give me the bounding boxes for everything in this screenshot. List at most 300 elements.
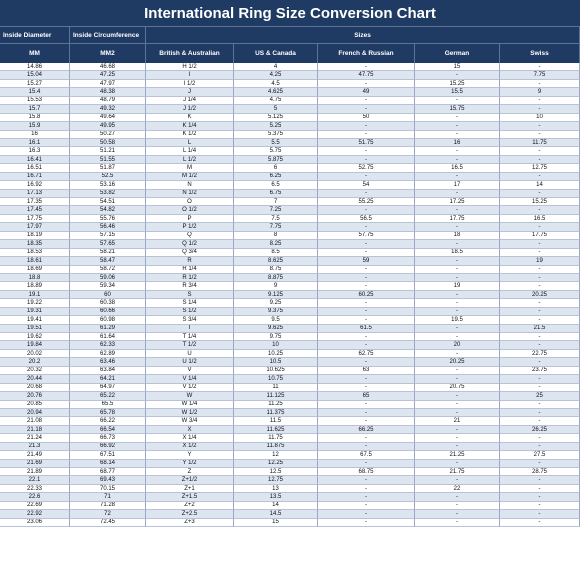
table-row — [0, 88, 580, 96]
cell-mm: 19.41 — [0, 316, 70, 324]
cell-french-russian: - — [318, 97, 415, 105]
table-row — [0, 105, 580, 113]
cell-swiss: 12.75 — [500, 164, 580, 172]
cell-british-australian: K 1/2 — [146, 131, 234, 139]
cell-swiss: - — [500, 510, 580, 518]
table-row — [0, 493, 580, 501]
cell-french-russian: - — [318, 375, 415, 383]
cell-french-russian: 59 — [318, 257, 415, 265]
cell-us-canada: 12.5 — [234, 468, 318, 476]
cell-german: - — [415, 401, 500, 409]
table-row — [0, 392, 580, 400]
cell-british-australian: X 1/2 — [146, 443, 234, 451]
cell-german: 19.5 — [415, 316, 500, 324]
table-row — [0, 131, 580, 139]
table-row — [0, 316, 580, 324]
cell-us-canada: 10.25 — [234, 350, 318, 358]
cell-us-canada: 13.5 — [234, 493, 318, 501]
cell-french-russian: 50 — [318, 114, 415, 122]
cell-swiss: 20.25 — [500, 291, 580, 299]
table-row — [0, 282, 580, 290]
cell-mm: 16.51 — [0, 164, 70, 172]
cell-german: 19 — [415, 282, 500, 290]
cell-mm: 20.02 — [0, 350, 70, 358]
cell-french-russian: - — [318, 434, 415, 442]
cell-mm: 21.89 — [0, 468, 70, 476]
cell-mm: 19.51 — [0, 325, 70, 333]
cell-mm2: 62.33 — [70, 341, 146, 349]
cell-british-australian: L — [146, 139, 234, 147]
cell-mm2: 62.89 — [70, 350, 146, 358]
table-row — [0, 114, 580, 122]
cell-mm2: 58.21 — [70, 249, 146, 257]
cell-mm: 19.1 — [0, 291, 70, 299]
cell-german: 18 — [415, 232, 500, 240]
cell-mm: 18.53 — [0, 249, 70, 257]
size-table-body — [0, 63, 580, 527]
cell-us-canada: 5.5 — [234, 139, 318, 147]
cell-french-russian: - — [318, 80, 415, 88]
cell-french-russian: - — [318, 240, 415, 248]
cell-german: - — [415, 476, 500, 484]
cell-mm2: 49.64 — [70, 114, 146, 122]
table-row — [0, 468, 580, 476]
cell-mm: 22.6 — [0, 493, 70, 501]
cell-mm2: 60 — [70, 291, 146, 299]
cell-mm2: 60.66 — [70, 308, 146, 316]
cell-mm2: 65.22 — [70, 392, 146, 400]
column-header-mm: MM — [0, 43, 70, 63]
cell-mm: 15.7 — [0, 105, 70, 113]
cell-mm: 18.8 — [0, 274, 70, 282]
cell-mm: 21.3 — [0, 443, 70, 451]
cell-us-canada: 5.25 — [234, 122, 318, 130]
cell-mm2: 63.46 — [70, 358, 146, 366]
cell-french-russian: - — [318, 131, 415, 139]
cell-swiss: - — [500, 476, 580, 484]
cell-french-russian: - — [318, 409, 415, 417]
table-row — [0, 274, 580, 282]
cell-mm2: 68.77 — [70, 468, 146, 476]
cell-british-australian: V — [146, 367, 234, 375]
cell-mm2: 71 — [70, 493, 146, 501]
cell-british-australian: N — [146, 181, 234, 189]
cell-mm2: 58.72 — [70, 266, 146, 274]
cell-german: 17.25 — [415, 198, 500, 206]
cell-mm2: 50.27 — [70, 131, 146, 139]
cell-mm: 14.86 — [0, 63, 70, 71]
table-row — [0, 409, 580, 417]
cell-mm2: 46.68 — [70, 63, 146, 71]
cell-german: - — [415, 350, 500, 358]
cell-swiss: 11.75 — [500, 139, 580, 147]
cell-british-australian: T 1/4 — [146, 333, 234, 341]
cell-swiss: - — [500, 266, 580, 274]
cell-french-russian: - — [318, 384, 415, 392]
cell-swiss: - — [500, 282, 580, 290]
cell-german: 17 — [415, 181, 500, 189]
cell-mm: 16.1 — [0, 139, 70, 147]
cell-mm: 16.41 — [0, 156, 70, 164]
cell-british-australian: I 1/2 — [146, 80, 234, 88]
cell-mm2: 65.5 — [70, 401, 146, 409]
cell-french-russian: - — [318, 299, 415, 307]
cell-us-canada: 6.5 — [234, 181, 318, 189]
cell-german: 21 — [415, 417, 500, 425]
cell-mm2: 54.51 — [70, 198, 146, 206]
cell-german: - — [415, 240, 500, 248]
table-row — [0, 257, 580, 265]
cell-french-russian: 65 — [318, 392, 415, 400]
cell-british-australian: Y — [146, 451, 234, 459]
chart-title: International Ring Size Conversion Chart — [0, 0, 580, 26]
cell-mm: 18.19 — [0, 232, 70, 240]
cell-german: - — [415, 206, 500, 214]
cell-swiss: - — [500, 460, 580, 468]
table-row — [0, 215, 580, 223]
cell-mm2: 66.92 — [70, 443, 146, 451]
cell-mm2: 70.15 — [70, 485, 146, 493]
cell-mm2: 64.21 — [70, 375, 146, 383]
inside-circumference-header: Inside Circumference — [70, 26, 146, 43]
cell-us-canada: 12 — [234, 451, 318, 459]
cell-british-australian: S 1/4 — [146, 299, 234, 307]
cell-mm: 17.75 — [0, 215, 70, 223]
cell-swiss: 28.75 — [500, 468, 580, 476]
cell-german: - — [415, 392, 500, 400]
cell-german: 17.75 — [415, 215, 500, 223]
header-row-columns — [0, 43, 580, 63]
cell-french-russian: 61.5 — [318, 325, 415, 333]
cell-mm2: 65.78 — [70, 409, 146, 417]
cell-swiss: - — [500, 502, 580, 510]
cell-german: - — [415, 325, 500, 333]
cell-german: - — [415, 502, 500, 510]
cell-swiss: 22.75 — [500, 350, 580, 358]
cell-mm: 20.94 — [0, 409, 70, 417]
column-header-us-canada: US & Canada — [234, 43, 318, 63]
cell-british-australian: W — [146, 392, 234, 400]
table-row — [0, 206, 580, 214]
cell-french-russian: 63 — [318, 367, 415, 375]
cell-french-russian: - — [318, 122, 415, 130]
cell-french-russian: 67.5 — [318, 451, 415, 459]
cell-us-canada: 10 — [234, 341, 318, 349]
cell-swiss: - — [500, 240, 580, 248]
cell-us-canada: 8.5 — [234, 249, 318, 257]
cell-french-russian: 47.75 — [318, 71, 415, 79]
cell-us-canada: 9.625 — [234, 325, 318, 333]
table-row — [0, 63, 580, 71]
table-row — [0, 156, 580, 164]
cell-mm2: 49.32 — [70, 105, 146, 113]
cell-german: - — [415, 266, 500, 274]
cell-swiss: - — [500, 493, 580, 501]
cell-us-canada: 10.75 — [234, 375, 318, 383]
cell-mm: 21.24 — [0, 434, 70, 442]
cell-french-russian: - — [318, 282, 415, 290]
cell-mm2: 64.97 — [70, 384, 146, 392]
cell-german: - — [415, 114, 500, 122]
cell-mm: 17.97 — [0, 223, 70, 231]
cell-mm: 20.76 — [0, 392, 70, 400]
cell-german: - — [415, 375, 500, 383]
cell-mm: 16.71 — [0, 173, 70, 181]
cell-mm2: 63.84 — [70, 367, 146, 375]
cell-us-canada: 13 — [234, 485, 318, 493]
header-row-groups — [0, 26, 580, 43]
table-row — [0, 122, 580, 130]
cell-french-russian: 56.5 — [318, 215, 415, 223]
cell-french-russian: 52.75 — [318, 164, 415, 172]
cell-mm2: 60.38 — [70, 299, 146, 307]
cell-french-russian: 57.75 — [318, 232, 415, 240]
table-row — [0, 375, 580, 383]
cell-mm2: 61.29 — [70, 325, 146, 333]
table-row — [0, 476, 580, 484]
table-row — [0, 249, 580, 257]
cell-mm: 21.18 — [0, 426, 70, 434]
cell-swiss: - — [500, 274, 580, 282]
cell-german: 20 — [415, 341, 500, 349]
cell-french-russian: - — [318, 476, 415, 484]
cell-swiss: - — [500, 249, 580, 257]
cell-british-australian: O — [146, 198, 234, 206]
cell-british-australian: X — [146, 426, 234, 434]
table-row — [0, 97, 580, 105]
cell-british-australian: Z+3 — [146, 519, 234, 527]
cell-british-australian: S 1/2 — [146, 308, 234, 316]
cell-swiss: - — [500, 122, 580, 130]
cell-mm: 19.84 — [0, 341, 70, 349]
cell-swiss: - — [500, 417, 580, 425]
cell-french-russian: 68.75 — [318, 468, 415, 476]
cell-swiss: 7.75 — [500, 71, 580, 79]
cell-british-australian: W 1/4 — [146, 401, 234, 409]
cell-british-australian: I — [146, 71, 234, 79]
cell-french-russian: - — [318, 190, 415, 198]
cell-mm: 16.92 — [0, 181, 70, 189]
cell-us-canada: 14.5 — [234, 510, 318, 518]
cell-swiss: - — [500, 443, 580, 451]
cell-mm2: 61.64 — [70, 333, 146, 341]
cell-us-canada: 11.875 — [234, 443, 318, 451]
cell-british-australian: S 3/4 — [146, 316, 234, 324]
cell-british-australian: T — [146, 325, 234, 333]
table-row — [0, 291, 580, 299]
cell-german: 15 — [415, 63, 500, 71]
table-row — [0, 443, 580, 451]
cell-mm: 21.69 — [0, 460, 70, 468]
table-row — [0, 384, 580, 392]
cell-british-australian: K — [146, 114, 234, 122]
cell-us-canada: 9.75 — [234, 333, 318, 341]
cell-us-canada: 8.75 — [234, 266, 318, 274]
cell-us-canada: 11.625 — [234, 426, 318, 434]
cell-mm: 15.27 — [0, 80, 70, 88]
cell-german: - — [415, 519, 500, 527]
cell-french-russian: - — [318, 223, 415, 231]
table-row — [0, 333, 580, 341]
cell-british-australian: J — [146, 88, 234, 96]
cell-british-australian: Y 1/2 — [146, 460, 234, 468]
cell-french-russian: - — [318, 249, 415, 257]
cell-swiss: - — [500, 206, 580, 214]
cell-british-australian: V 1/2 — [146, 384, 234, 392]
cell-mm: 20.32 — [0, 367, 70, 375]
table-row — [0, 147, 580, 155]
table-row — [0, 80, 580, 88]
cell-mm: 18.89 — [0, 282, 70, 290]
cell-us-canada: 7 — [234, 198, 318, 206]
cell-mm: 17.35 — [0, 198, 70, 206]
cell-german: - — [415, 190, 500, 198]
cell-mm2: 66.22 — [70, 417, 146, 425]
cell-swiss: 16.5 — [500, 215, 580, 223]
cell-british-australian: J 1/4 — [146, 97, 234, 105]
table-row — [0, 485, 580, 493]
cell-mm2: 67.51 — [70, 451, 146, 459]
cell-british-australian: T 1/2 — [146, 341, 234, 349]
table-row — [0, 426, 580, 434]
cell-swiss: - — [500, 358, 580, 366]
cell-us-canada: 11 — [234, 384, 318, 392]
cell-mm2: 69.43 — [70, 476, 146, 484]
cell-us-canada: 4.625 — [234, 88, 318, 96]
cell-british-australian: Z+1 — [146, 485, 234, 493]
cell-british-australian: Q 1/2 — [146, 240, 234, 248]
cell-french-russian: - — [318, 341, 415, 349]
cell-british-australian: V 1/4 — [146, 375, 234, 383]
cell-us-canada: 5 — [234, 105, 318, 113]
cell-us-canada: 15 — [234, 519, 318, 527]
cell-mm2: 51.21 — [70, 147, 146, 155]
cell-swiss: 25 — [500, 392, 580, 400]
table-row — [0, 308, 580, 316]
table-row — [0, 434, 580, 442]
cell-mm: 22.69 — [0, 502, 70, 510]
cell-us-canada: 11.75 — [234, 434, 318, 442]
table-row — [0, 266, 580, 274]
cell-french-russian: - — [318, 266, 415, 274]
cell-us-canada: 11.375 — [234, 409, 318, 417]
table-row — [0, 325, 580, 333]
cell-french-russian: - — [318, 308, 415, 316]
cell-mm: 22.92 — [0, 510, 70, 518]
cell-german: 15.25 — [415, 80, 500, 88]
cell-german: - — [415, 333, 500, 341]
cell-mm: 19.31 — [0, 308, 70, 316]
cell-french-russian: 66.25 — [318, 426, 415, 434]
cell-german: - — [415, 443, 500, 451]
cell-french-russian: - — [318, 274, 415, 282]
cell-us-canada: 8 — [234, 232, 318, 240]
cell-us-canada: 9 — [234, 282, 318, 290]
cell-british-australian: P — [146, 215, 234, 223]
cell-british-australian: W 3/4 — [146, 417, 234, 425]
cell-swiss: - — [500, 97, 580, 105]
cell-british-australian: O 1/2 — [146, 206, 234, 214]
cell-british-australian: Z+1/2 — [146, 476, 234, 484]
cell-french-russian: - — [318, 510, 415, 518]
cell-french-russian: - — [318, 417, 415, 425]
cell-swiss: - — [500, 223, 580, 231]
cell-british-australian: H 1/2 — [146, 63, 234, 71]
cell-mm: 20.44 — [0, 375, 70, 383]
cell-mm: 20.68 — [0, 384, 70, 392]
cell-british-australian: Q 3/4 — [146, 249, 234, 257]
cell-french-russian: - — [318, 333, 415, 341]
cell-british-australian: Z+1.5 — [146, 493, 234, 501]
cell-us-canada: 7.75 — [234, 223, 318, 231]
cell-german: 22 — [415, 485, 500, 493]
table-row — [0, 164, 580, 172]
cell-swiss: 27.5 — [500, 451, 580, 459]
table-row — [0, 510, 580, 518]
cell-us-canada: 11.5 — [234, 417, 318, 425]
cell-british-australian: J 1/2 — [146, 105, 234, 113]
cell-us-canada: 5.75 — [234, 147, 318, 155]
cell-us-canada: 6.75 — [234, 190, 318, 198]
cell-us-canada: 4.75 — [234, 97, 318, 105]
cell-british-australian: Z+2 — [146, 502, 234, 510]
cell-swiss: - — [500, 384, 580, 392]
cell-mm2: 48.79 — [70, 97, 146, 105]
cell-swiss: - — [500, 105, 580, 113]
cell-mm2: 56.46 — [70, 223, 146, 231]
cell-us-canada: 7.25 — [234, 206, 318, 214]
cell-german: 16 — [415, 139, 500, 147]
cell-german: - — [415, 460, 500, 468]
table-row — [0, 240, 580, 248]
table-row — [0, 417, 580, 425]
cell-german: - — [415, 97, 500, 105]
cell-us-canada: 12.25 — [234, 460, 318, 468]
cell-mm2: 59.34 — [70, 282, 146, 290]
cell-french-russian: - — [318, 485, 415, 493]
cell-german: - — [415, 173, 500, 181]
cell-mm: 16 — [0, 131, 70, 139]
cell-british-australian: S — [146, 291, 234, 299]
cell-german: - — [415, 257, 500, 265]
cell-mm2: 72 — [70, 510, 146, 518]
cell-mm: 15.53 — [0, 97, 70, 105]
cell-mm2: 60.98 — [70, 316, 146, 324]
table-row — [0, 139, 580, 147]
cell-mm: 20.85 — [0, 401, 70, 409]
cell-german: 20.75 — [415, 384, 500, 392]
cell-german: - — [415, 308, 500, 316]
table-row — [0, 451, 580, 459]
table-row — [0, 502, 580, 510]
cell-british-australian: P 1/2 — [146, 223, 234, 231]
cell-mm2: 47.25 — [70, 71, 146, 79]
cell-swiss: 23.75 — [500, 367, 580, 375]
cell-swiss: 17.75 — [500, 232, 580, 240]
cell-french-russian: - — [318, 147, 415, 155]
cell-swiss: - — [500, 401, 580, 409]
cell-german: - — [415, 299, 500, 307]
cell-mm: 15.9 — [0, 122, 70, 130]
cell-mm2: 49.95 — [70, 122, 146, 130]
cell-swiss: 10 — [500, 114, 580, 122]
cell-us-canada: 10.5 — [234, 358, 318, 366]
cell-mm: 21.49 — [0, 451, 70, 459]
cell-french-russian: 62.75 — [318, 350, 415, 358]
cell-mm2: 58.47 — [70, 257, 146, 265]
cell-french-russian: - — [318, 493, 415, 501]
cell-us-canada: 9.5 — [234, 316, 318, 324]
